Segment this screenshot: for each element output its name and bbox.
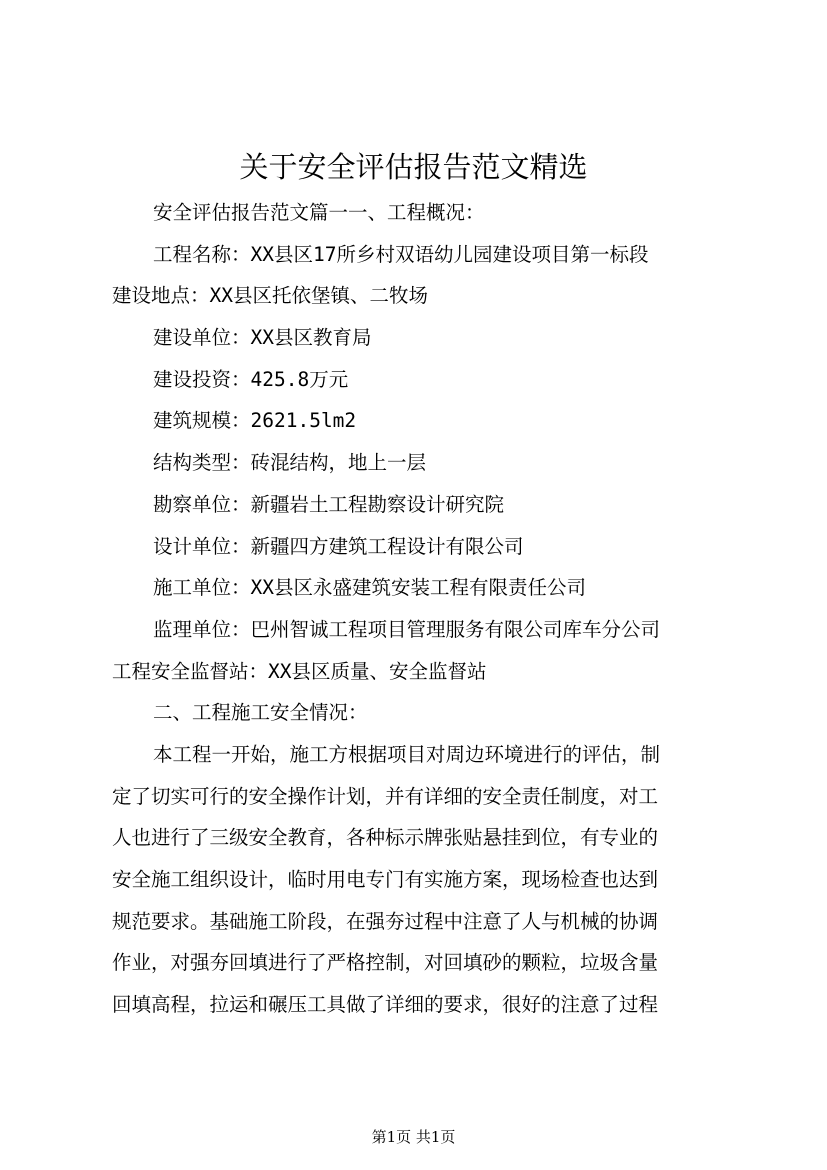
body-line: 建筑规模：2621.5lm2	[153, 409, 357, 433]
body-line: 工程名称：XX县区17所乡村双语幼儿园建设项目第一标段	[153, 242, 649, 266]
document-title: 关于安全评估报告范文精选	[239, 150, 588, 184]
body-line: 监理单位：巴州智诚工程项目管理服务有限公司库车分公司	[153, 617, 661, 641]
body-line: 设计单位：新疆四方建筑工程设计有限公司	[153, 534, 524, 558]
body-line: 作业，对强夯回填进行了严格控制，对回填砂的颗粒，垃圾含量	[112, 951, 659, 975]
body-line: 建设投资：425.8万元	[153, 367, 349, 391]
body-line: 二、工程施工安全情况：	[153, 701, 368, 725]
body-line: 施工单位：XX县区永盛建筑安装工程有限责任公司	[153, 576, 586, 600]
body-line: 定了切实可行的安全操作计划，并有详细的安全责任制度，对工	[112, 784, 659, 808]
body-line: 结构类型：砖混结构，地上一层	[153, 451, 427, 475]
body-line: 人也进行了三级安全教育，各种标示牌张贴悬挂到位，有专业的	[112, 826, 659, 850]
body-line: 建设地点：XX县区托依堡镇、二牧场	[112, 284, 428, 308]
body-line: 建设单位：XX县区教育局	[153, 326, 372, 350]
body-line: 工程安全监督站：XX县区质量、安全监督站	[112, 659, 487, 683]
body-line: 本工程一开始，施工方根据项目对周边环境进行的评估，制	[153, 742, 661, 766]
body-line: 回填高程，拉运和碾压工具做了详细的要求，很好的注意了过程	[112, 993, 659, 1017]
body-line: 勘察单位：新疆岩土工程勘察设计研究院	[153, 492, 505, 516]
body-line: 规范要求。基础施工阶段，在强夯过程中注意了人与机械的协调	[112, 909, 659, 933]
body-line: 安全施工组织设计，临时用电专门有实施方案，现场检查也达到	[112, 868, 659, 891]
page-number-footer: 第1页 共1页	[371, 1128, 456, 1146]
body-line: 安全评估报告范文篇一一、工程概况：	[153, 201, 485, 224]
document-body	[112, 192, 725, 1026]
